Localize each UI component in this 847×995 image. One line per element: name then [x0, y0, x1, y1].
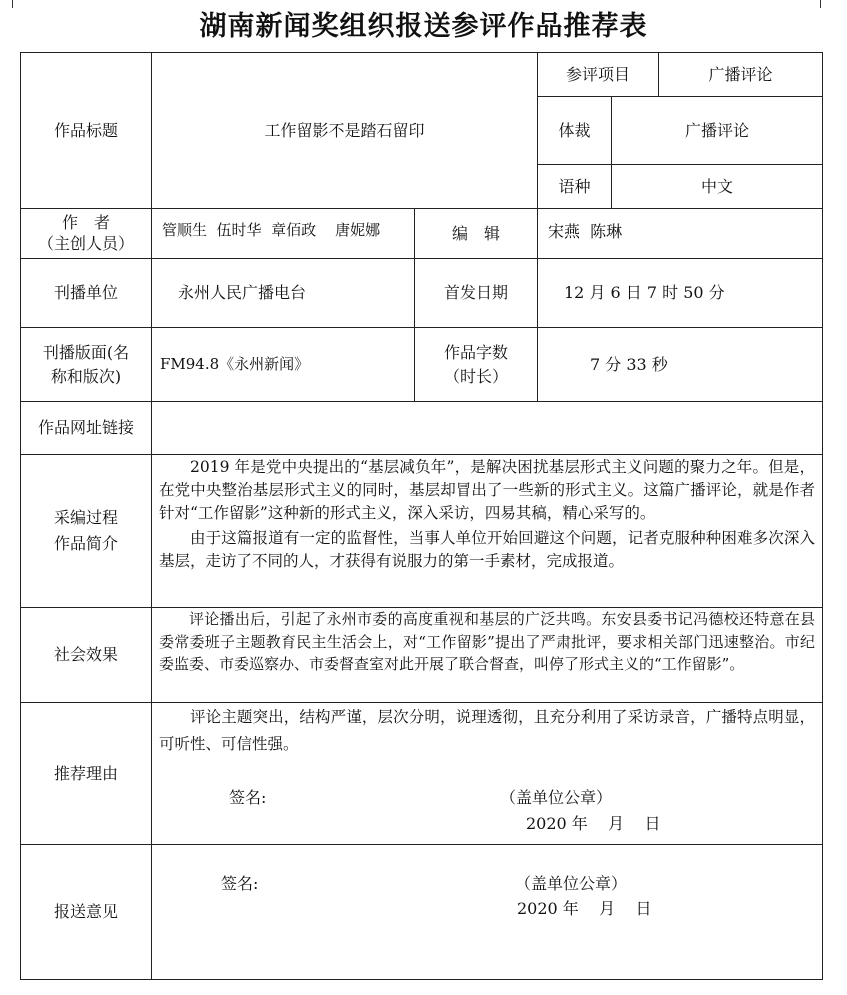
- label-authors-line1: 作 者: [61, 212, 110, 232]
- label-category: 参评项目: [537, 52, 659, 97]
- label-layout-line2: 称和版次): [50, 366, 122, 386]
- process-paragraph: 2019 年是党中央提出的“基层减负年”，是解决困扰基层形式主义问题的聚力之年。但是，在党中央整治基层形式主义的同时，基层却冒出了一些新的形式主义。这篇广播评论，就是作者针对“工作留影”这种新的形式主义，深入采访，四易其稿，精心采写的。: [159, 458, 815, 522]
- process-paragraph: 由于这篇报道有一定的监督性，当事人单位开始回避这个问题，记者克服种种困难多次深入基层，走访了不同的人，才获得有说服力的第一手素材，完成报道。: [159, 529, 815, 570]
- value-publisher: 永州人民广播电台: [151, 258, 415, 328]
- label-reason: 推荐理由: [20, 702, 152, 845]
- reason-sign-label: 签名:: [229, 788, 267, 807]
- value-language: 中文: [611, 164, 823, 209]
- value-editors: 宋燕 陈琳: [537, 208, 823, 259]
- opinion-date: 2020 年 月 日: [517, 899, 652, 918]
- label-process-line2: 作品简介: [53, 534, 118, 553]
- value-work-title: 工作留影不是踏石留印: [151, 52, 538, 209]
- reason-text: 评论主题突出，结构严谨，层次分明，说理透彻，且充分利用了采访录音，广播特点明显，可听性、可信性强。: [159, 708, 815, 753]
- reason-seal: （盖单位公章）: [500, 788, 613, 807]
- label-length-line1: 作品字数: [443, 342, 508, 362]
- label-authors: [20, 208, 152, 259]
- label-work-title: 作品标题: [20, 52, 152, 209]
- effect-text: 评论播出后，引起了永州市委的高度重视和基层的广泛共鸣。东安县委书记冯德校还特意在县委常委班子主题教育民主生活会上，对“工作留影”提出了严肃批评，要求相关部门迅速整治。市纪委监委、市委巡察办、市委督查室对此开展了联合督查，叫停了形式主义的“工作留影”。: [159, 610, 815, 673]
- label-url: 作品网址链接: [20, 401, 152, 455]
- label-length: [414, 327, 538, 402]
- label-publisher: 刊播单位: [20, 258, 152, 328]
- page-title: 湖南新闻奖组织报送参评作品推荐表: [199, 11, 648, 42]
- label-editor: 编 辑: [414, 208, 538, 259]
- process-text: [159, 456, 815, 573]
- label-process-line1: 采编过程: [53, 508, 118, 528]
- reason-date: 2020 年 月 日: [526, 814, 661, 833]
- label-authors-line2: （主创人员）: [37, 233, 134, 253]
- value-authors: 管顺生 伍时华 章佰政 唐妮娜: [151, 208, 415, 259]
- value-genre: 广播评论: [611, 96, 823, 165]
- value-first-date: 12 月 6 日 7 时 50 分: [537, 258, 823, 328]
- label-first-date: 首发日期: [414, 258, 538, 328]
- label-genre: 体裁: [537, 96, 612, 165]
- opinion-box: [151, 844, 823, 980]
- label-layout-line1: 刊播版面(名: [42, 342, 130, 362]
- value-length: 7 分 33 秒: [537, 327, 823, 402]
- label-effect: 社会效果: [20, 607, 152, 703]
- label-process: [20, 454, 152, 608]
- label-length-line2: （时长）: [443, 366, 508, 386]
- opinion-seal: （盖单位公章）: [515, 874, 628, 893]
- label-layout: [20, 327, 152, 402]
- opinion-sign-label: 签名:: [221, 874, 259, 893]
- label-language: 语种: [537, 164, 612, 209]
- value-category: 广播评论: [658, 52, 823, 97]
- value-layout: FM94.8《永州新闻》: [151, 327, 415, 402]
- label-opinion: 报送意见: [20, 844, 152, 980]
- value-url[interactable]: [151, 401, 823, 455]
